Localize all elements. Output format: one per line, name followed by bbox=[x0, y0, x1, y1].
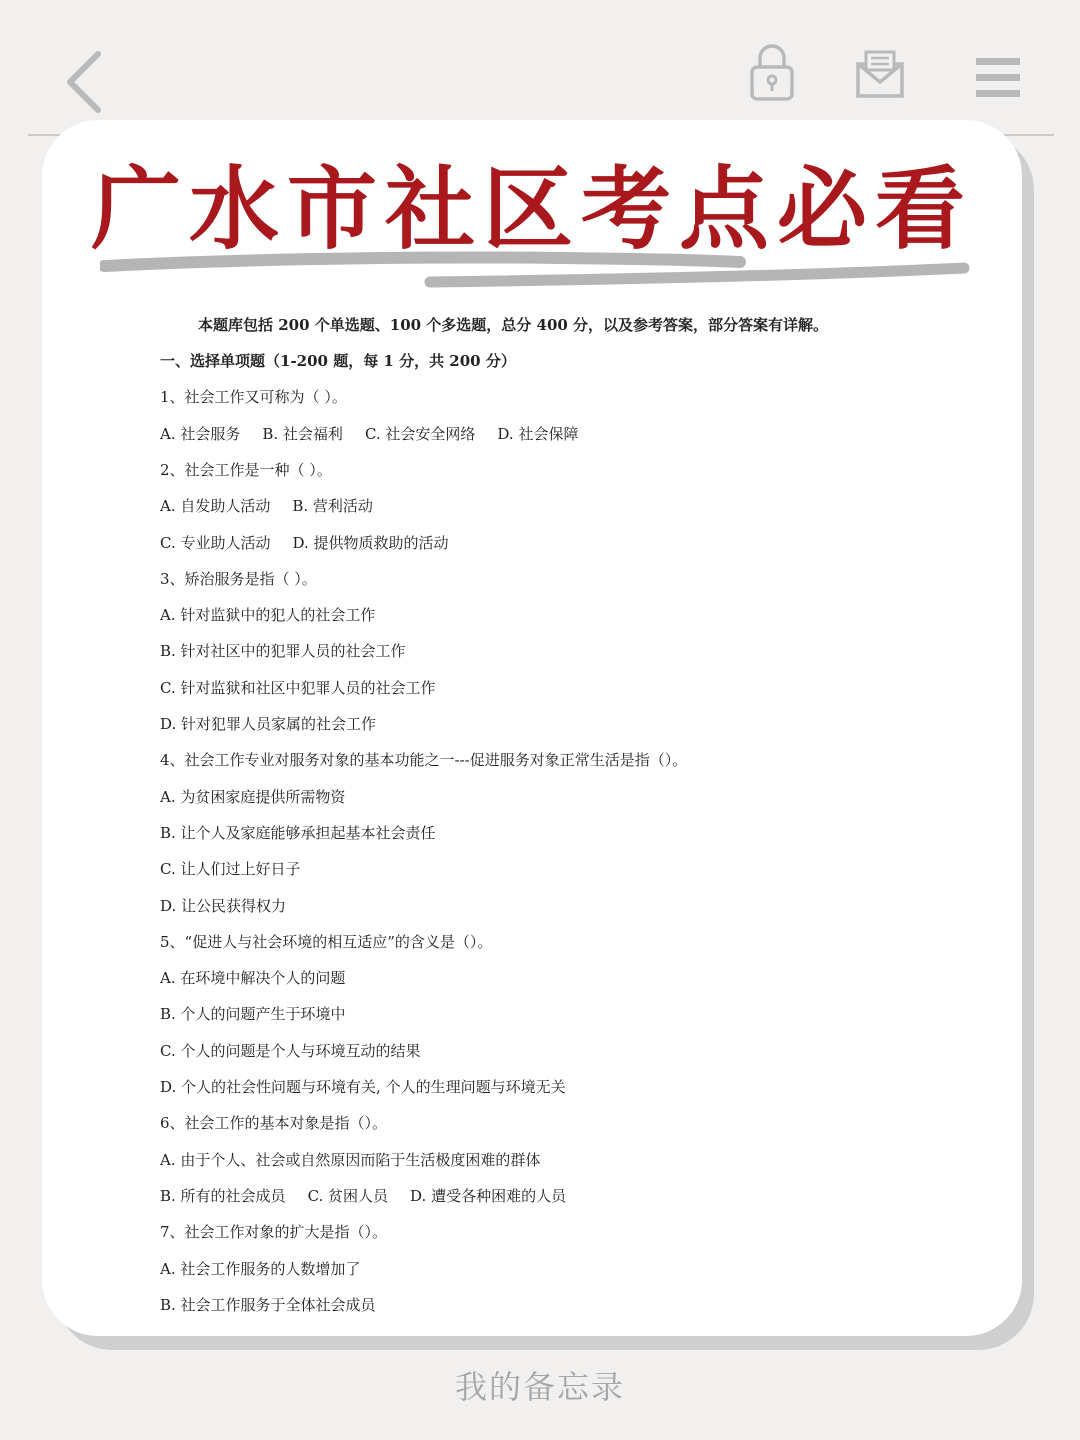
top-toolbar bbox=[0, 0, 1080, 134]
answer-option: D. 遭受各种困难的人员 bbox=[410, 1186, 567, 1205]
answer-option: A. 社会服务 bbox=[160, 424, 241, 443]
question-text: 2、社会工作是一种（ ）。 bbox=[160, 460, 332, 479]
answer-option-line: B. 让个人及家庭能够承担起基本社会责任 bbox=[160, 823, 436, 842]
answer-option-line: A. 为贫困家庭提供所需物资 bbox=[160, 787, 346, 806]
answer-option: B. 社会福利 bbox=[262, 424, 343, 443]
memo-headline: 广水市社区考点必看 bbox=[91, 157, 973, 262]
answer-option: A. 自发助人活动 bbox=[160, 497, 271, 516]
answer-option-line: D. 个人的社会性问题与环境有关, 个人的生理问题与环境无关 bbox=[160, 1078, 566, 1096]
answer-option-line: A. 由于个人、社会或自然原因而陷于生活极度困难的群体 bbox=[160, 1150, 541, 1169]
answer-option-line: D. 针对犯罪人员家属的社会工作 bbox=[160, 715, 377, 733]
answer-option: D. 社会保障 bbox=[497, 424, 579, 443]
answer-option-line: B. 针对社区中的犯罪人员的社会工作 bbox=[160, 642, 406, 661]
answer-option-line: A. 针对监狱中的犯人的社会工作 bbox=[160, 606, 376, 625]
lock-icon bbox=[744, 40, 800, 104]
answer-option-line bbox=[160, 495, 395, 516]
question-text: 7、社会工作对象的扩大是指（）。 bbox=[160, 1223, 388, 1242]
answer-option: C. 专业助人活动 bbox=[160, 533, 271, 552]
answer-option-line: B. 社会工作服务于全体社会成员 bbox=[160, 1295, 376, 1314]
question-text: 3、矫治服务是指（ ）。 bbox=[160, 569, 317, 588]
answer-option: C. 贫困人员 bbox=[307, 1186, 389, 1205]
back-button[interactable] bbox=[58, 46, 118, 118]
answer-option-line: A. 社会工作服务的人数增加了 bbox=[160, 1259, 361, 1278]
answer-option-line: D. 让公民获得权力 bbox=[160, 896, 287, 915]
answer-option-line bbox=[160, 1185, 588, 1206]
chevron-left-icon bbox=[58, 46, 118, 118]
section-heading: 一、选择单项题（1-200 题，每 1 分，共 200 分） bbox=[160, 352, 516, 370]
answer-option-line: C. 个人的问题是个人与环境互动的结果 bbox=[160, 1041, 421, 1060]
menu-button[interactable] bbox=[970, 52, 1026, 104]
question-text: 1、社会工作又可称为（ ）。 bbox=[160, 388, 347, 407]
answer-option: B. 营利活动 bbox=[292, 497, 373, 516]
answer-option: C. 社会安全网络 bbox=[364, 424, 476, 443]
question-text: 4、社会工作专业对服务对象的基本功能之一---促进服务对象正常生活是指（）。 bbox=[160, 751, 688, 770]
question-text: 6、社会工作的基本对象是指（）。 bbox=[160, 1114, 388, 1133]
lock-button[interactable] bbox=[744, 40, 800, 104]
answer-option-line: C. 针对监狱和社区中犯罪人员的社会工作 bbox=[160, 678, 436, 697]
answer-option: D. 提供物质救助的活动 bbox=[292, 533, 449, 552]
question-text: 5、“促进人与社会环境的相互适应”的含义是（）。 bbox=[160, 932, 493, 951]
menu-icon bbox=[970, 52, 1026, 104]
footer-title: 我的备忘录 bbox=[454, 1368, 625, 1406]
envelope-icon bbox=[852, 48, 908, 102]
mail-button[interactable] bbox=[852, 48, 908, 102]
memo-card[interactable] bbox=[42, 120, 1022, 1336]
document-intro: 本题库包括 200 个单选题、100 个多选题，总分 400 分，以及参考答案，部分答案有详解。 bbox=[198, 316, 829, 334]
answer-option-line: C. 让人们过上好日子 bbox=[160, 860, 301, 879]
answer-option: B. 所有的社会成员 bbox=[160, 1186, 286, 1205]
answer-option-line: A. 在环境中解决个人的问题 bbox=[160, 969, 346, 988]
answer-option-line: B. 个人的问题产生于环境中 bbox=[160, 1005, 346, 1024]
answer-option-line bbox=[160, 532, 471, 553]
brush-underline bbox=[100, 242, 970, 302]
answer-option-line bbox=[160, 423, 600, 444]
